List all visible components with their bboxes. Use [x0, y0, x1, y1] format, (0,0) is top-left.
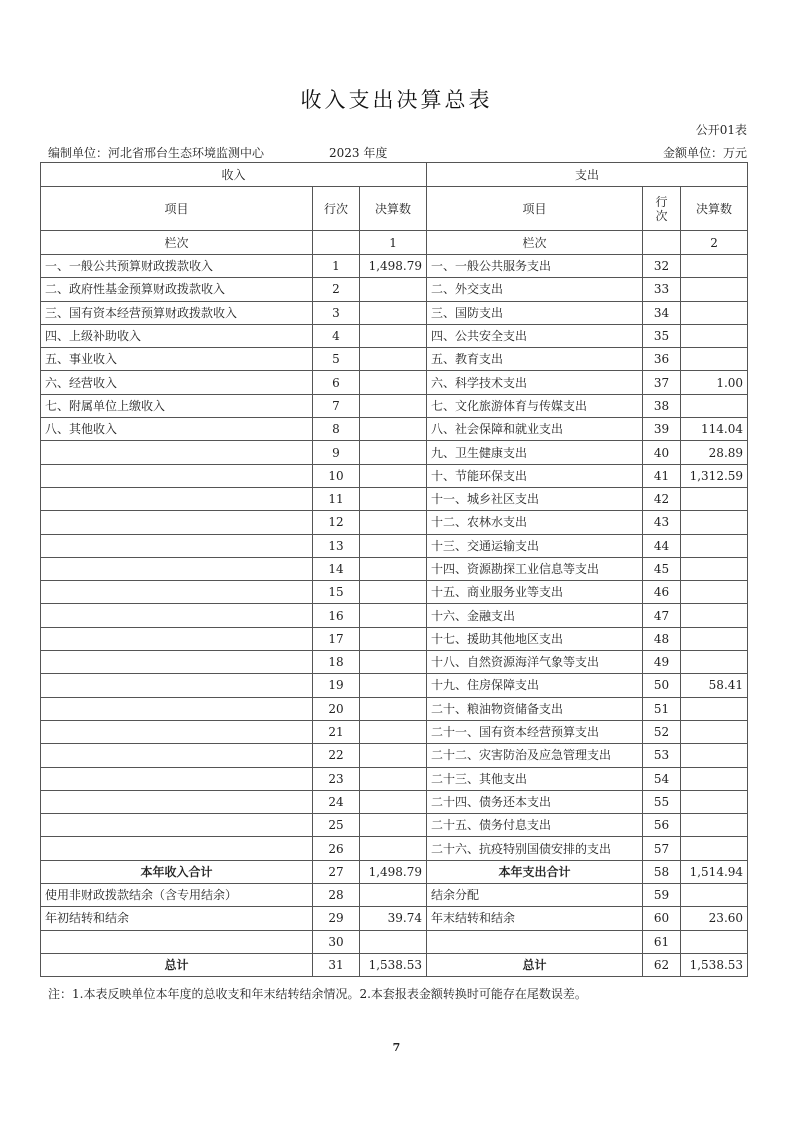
table-row — [41, 278, 748, 301]
income-amount — [360, 581, 427, 604]
income-item — [41, 720, 313, 743]
income-item — [41, 814, 313, 837]
expense-amount — [681, 511, 748, 534]
income-column-index: 1 — [360, 231, 427, 255]
expense-amount — [681, 697, 748, 720]
form-number: 公开01表 — [695, 123, 747, 137]
income-amount: 1,498.79 — [360, 255, 427, 278]
income-item: 三、国有资本经营预算财政拨款收入 — [41, 301, 313, 324]
expense-amount: 1,312.59 — [681, 464, 748, 487]
expense-item: 二十、粮油物资储备支出 — [427, 697, 643, 720]
expense-row-number: 55 — [643, 790, 681, 813]
expense-row-number: 54 — [643, 767, 681, 790]
income-amount — [360, 441, 427, 464]
expense-row-number: 56 — [643, 814, 681, 837]
table-row — [41, 371, 748, 394]
income-item — [41, 697, 313, 720]
income-row-number: 1 — [313, 255, 360, 278]
table-row — [41, 767, 748, 790]
table-row — [41, 581, 748, 604]
rowno-char-1: 行 — [655, 194, 668, 209]
expense-item: 十、节能环保支出 — [427, 464, 643, 487]
expense-amount — [681, 557, 748, 580]
expense-amount — [681, 394, 748, 417]
expense-row-number: 36 — [643, 348, 681, 371]
income-row-number: 16 — [313, 604, 360, 627]
expense-item: 九、卫生健康支出 — [427, 441, 643, 464]
expense-amount — [681, 324, 748, 347]
expense-amount — [681, 930, 748, 953]
expense-item-header: 项目 — [427, 187, 643, 231]
table-row — [41, 394, 748, 417]
income-item: 总计 — [41, 953, 313, 976]
income-row-number: 11 — [313, 487, 360, 510]
expense-row-number: 40 — [643, 441, 681, 464]
expense-row-number: 46 — [643, 581, 681, 604]
expense-amount — [681, 255, 748, 278]
expense-row-number: 37 — [643, 371, 681, 394]
income-item — [41, 930, 313, 953]
expense-column-empty — [643, 231, 681, 255]
table-row — [41, 674, 748, 697]
income-amount — [360, 697, 427, 720]
expense-row-number: 34 — [643, 301, 681, 324]
expense-row-number: 50 — [643, 674, 681, 697]
expense-amount — [681, 744, 748, 767]
income-amount-header: 决算数 — [360, 187, 427, 231]
income-item — [41, 767, 313, 790]
income-item — [41, 790, 313, 813]
expense-item: 十一、城乡社区支出 — [427, 487, 643, 510]
expense-row-number: 33 — [643, 278, 681, 301]
income-row-number: 6 — [313, 371, 360, 394]
expense-row-number: 45 — [643, 557, 681, 580]
meta-line — [48, 144, 747, 160]
income-item-header: 项目 — [41, 187, 313, 231]
expense-row-number: 49 — [643, 651, 681, 674]
income-item — [41, 464, 313, 487]
income-item: 四、上级补助收入 — [41, 324, 313, 347]
expense-item: 十七、援助其他地区支出 — [427, 627, 643, 650]
income-item — [41, 511, 313, 534]
income-amount — [360, 487, 427, 510]
page-title: 收入支出决算总表 — [300, 88, 493, 112]
expense-item: 五、教育支出 — [427, 348, 643, 371]
income-row-number: 9 — [313, 441, 360, 464]
table-row — [41, 744, 748, 767]
expense-rowno-header — [643, 187, 681, 231]
income-rowno-header: 行次 — [313, 187, 360, 231]
expense-amount — [681, 814, 748, 837]
income-row-number: 4 — [313, 324, 360, 347]
expense-amount — [681, 604, 748, 627]
expense-item: 十三、交通运输支出 — [427, 534, 643, 557]
income-item: 使用非财政拨款结余（含专用结余） — [41, 884, 313, 907]
expense-item: 二十五、债务付息支出 — [427, 814, 643, 837]
income-amount — [360, 744, 427, 767]
income-row-number: 20 — [313, 697, 360, 720]
expense-row-number: 52 — [643, 720, 681, 743]
income-amount: 1,538.53 — [360, 953, 427, 976]
income-row-number: 18 — [313, 651, 360, 674]
income-expense-table — [40, 162, 748, 977]
income-row-number: 13 — [313, 534, 360, 557]
income-item: 八、其他收入 — [41, 418, 313, 441]
expense-row-number: 53 — [643, 744, 681, 767]
income-row-number: 29 — [313, 907, 360, 930]
income-row-number: 19 — [313, 674, 360, 697]
footnote: 注：1.本表反映单位本年度的总收支和年末结转结余情况。2.本套报表金额转换时可能存在尾数误差。 — [48, 987, 587, 1001]
expense-amount: 1,538.53 — [681, 953, 748, 976]
table-row — [41, 627, 748, 650]
expense-amount — [681, 884, 748, 907]
amount-unit: 金额单位：万元 — [662, 146, 747, 160]
income-row-number: 14 — [313, 557, 360, 580]
expense-row-number: 43 — [643, 511, 681, 534]
expense-item: 二十四、债务还本支出 — [427, 790, 643, 813]
expense-amount — [681, 348, 748, 371]
income-section-header: 收入 — [41, 163, 427, 187]
expense-amount-header: 决算数 — [681, 187, 748, 231]
table-row — [41, 720, 748, 743]
income-item — [41, 627, 313, 650]
income-row-number: 3 — [313, 301, 360, 324]
expense-item: 年末结转和结余 — [427, 907, 643, 930]
income-amount — [360, 301, 427, 324]
expense-row-number: 39 — [643, 418, 681, 441]
expense-amount — [681, 790, 748, 813]
table-row — [41, 511, 748, 534]
expense-row-number: 47 — [643, 604, 681, 627]
income-item — [41, 604, 313, 627]
expense-amount — [681, 651, 748, 674]
expense-item: 十二、农林水支出 — [427, 511, 643, 534]
income-amount — [360, 884, 427, 907]
compiling-unit: 编制单位：河北省邢台生态环境监测中心 — [48, 146, 265, 160]
expense-item: 十六、金融支出 — [427, 604, 643, 627]
expense-amount — [681, 487, 748, 510]
income-row-number: 27 — [313, 860, 360, 883]
income-amount — [360, 651, 427, 674]
expense-row-number: 59 — [643, 884, 681, 907]
expense-amount — [681, 720, 748, 743]
expense-column-label: 栏次 — [427, 231, 643, 255]
income-row-number: 10 — [313, 464, 360, 487]
expense-amount — [681, 581, 748, 604]
income-amount — [360, 557, 427, 580]
income-amount — [360, 464, 427, 487]
expense-row-number: 51 — [643, 697, 681, 720]
income-amount — [360, 324, 427, 347]
expense-item: 三、国防支出 — [427, 301, 643, 324]
income-amount — [360, 534, 427, 557]
expense-item: 本年支出合计 — [427, 860, 643, 883]
income-amount — [360, 604, 427, 627]
table-row — [41, 441, 748, 464]
expense-item: 总计 — [427, 953, 643, 976]
expense-item — [427, 930, 643, 953]
column-index-row — [41, 231, 748, 255]
income-item: 一、一般公共预算财政拨款收入 — [41, 255, 313, 278]
expense-row-number: 44 — [643, 534, 681, 557]
income-item — [41, 744, 313, 767]
income-row-number: 30 — [313, 930, 360, 953]
expense-item: 七、文化旅游体育与传媒支出 — [427, 394, 643, 417]
table-row — [41, 790, 748, 813]
expense-item: 十九、住房保障支出 — [427, 674, 643, 697]
expense-item: 二十二、灾害防治及应急管理支出 — [427, 744, 643, 767]
expense-row-number: 41 — [643, 464, 681, 487]
income-row-number: 31 — [313, 953, 360, 976]
income-row-number: 7 — [313, 394, 360, 417]
income-amount: 39.74 — [360, 907, 427, 930]
expense-amount — [681, 837, 748, 860]
expense-row-number: 48 — [643, 627, 681, 650]
expense-item: 八、社会保障和就业支出 — [427, 418, 643, 441]
income-item: 七、附属单位上缴收入 — [41, 394, 313, 417]
income-row-number: 21 — [313, 720, 360, 743]
rowno-char-2: 次 — [655, 208, 668, 223]
table-row — [41, 348, 748, 371]
table-row — [41, 930, 748, 953]
expense-item: 十八、自然资源海洋气象等支出 — [427, 651, 643, 674]
expense-amount — [681, 767, 748, 790]
expense-row-number: 61 — [643, 930, 681, 953]
income-item — [41, 534, 313, 557]
income-item — [41, 651, 313, 674]
table-row — [41, 557, 748, 580]
income-item: 六、经营收入 — [41, 371, 313, 394]
table-row — [41, 324, 748, 347]
income-row-number: 17 — [313, 627, 360, 650]
income-amount: 1,498.79 — [360, 860, 427, 883]
income-item: 二、政府性基金预算财政拨款收入 — [41, 278, 313, 301]
income-item — [41, 487, 313, 510]
table-row — [41, 953, 748, 976]
expense-item: 二十六、抗疫特别国债安排的支出 — [427, 837, 643, 860]
expense-item: 十四、资源勘探工业信息等支出 — [427, 557, 643, 580]
table-row — [41, 860, 748, 883]
table-row — [41, 534, 748, 557]
expense-item: 十五、商业服务业等支出 — [427, 581, 643, 604]
income-amount — [360, 767, 427, 790]
table-row — [41, 814, 748, 837]
income-item — [41, 557, 313, 580]
table-row — [41, 464, 748, 487]
expense-item: 四、公共安全支出 — [427, 324, 643, 347]
expense-item: 二、外交支出 — [427, 278, 643, 301]
expense-column-index: 2 — [681, 231, 748, 255]
income-row-number: 12 — [313, 511, 360, 534]
income-item: 本年收入合计 — [41, 860, 313, 883]
expense-row-number: 62 — [643, 953, 681, 976]
income-row-number: 25 — [313, 814, 360, 837]
table-row — [41, 651, 748, 674]
expense-row-number: 38 — [643, 394, 681, 417]
expense-item: 六、科学技术支出 — [427, 371, 643, 394]
income-amount — [360, 837, 427, 860]
table-row — [41, 604, 748, 627]
income-item: 五、事业收入 — [41, 348, 313, 371]
income-amount — [360, 790, 427, 813]
income-amount — [360, 930, 427, 953]
income-row-number: 26 — [313, 837, 360, 860]
expense-row-number: 60 — [643, 907, 681, 930]
income-column-label: 栏次 — [41, 231, 313, 255]
income-item — [41, 441, 313, 464]
expense-row-number: 32 — [643, 255, 681, 278]
income-row-number: 28 — [313, 884, 360, 907]
page-number: 7 — [392, 1041, 401, 1054]
income-amount — [360, 371, 427, 394]
expense-item: 二十三、其他支出 — [427, 767, 643, 790]
expense-section-header: 支出 — [427, 163, 748, 187]
income-column-empty — [313, 231, 360, 255]
expense-row-number: 57 — [643, 837, 681, 860]
expense-row-number: 58 — [643, 860, 681, 883]
expense-item: 二十一、国有资本经营预算支出 — [427, 720, 643, 743]
expense-amount: 114.04 — [681, 418, 748, 441]
table-row — [41, 418, 748, 441]
income-amount — [360, 674, 427, 697]
income-amount — [360, 627, 427, 650]
income-item: 年初结转和结余 — [41, 907, 313, 930]
income-amount — [360, 278, 427, 301]
expense-amount: 58.41 — [681, 674, 748, 697]
table-row — [41, 255, 748, 278]
table-row — [41, 697, 748, 720]
expense-row-number: 42 — [643, 487, 681, 510]
table-row — [41, 907, 748, 930]
expense-amount — [681, 534, 748, 557]
expense-amount: 1,514.94 — [681, 860, 748, 883]
table-row — [41, 301, 748, 324]
expense-amount — [681, 627, 748, 650]
table-row — [41, 884, 748, 907]
table-row — [41, 837, 748, 860]
expense-amount — [681, 278, 748, 301]
income-row-number: 5 — [313, 348, 360, 371]
income-amount — [360, 511, 427, 534]
income-amount — [360, 418, 427, 441]
expense-amount: 1.00 — [681, 371, 748, 394]
income-amount — [360, 814, 427, 837]
expense-amount — [681, 301, 748, 324]
fiscal-year: 2023 年度 — [329, 146, 388, 160]
income-row-number: 8 — [313, 418, 360, 441]
income-row-number: 15 — [313, 581, 360, 604]
expense-item: 一、一般公共服务支出 — [427, 255, 643, 278]
income-item — [41, 581, 313, 604]
income-item — [41, 674, 313, 697]
expense-row-number: 35 — [643, 324, 681, 347]
income-amount — [360, 348, 427, 371]
income-row-number: 23 — [313, 767, 360, 790]
section-header-row — [41, 163, 748, 187]
expense-item: 结余分配 — [427, 884, 643, 907]
expense-amount: 28.89 — [681, 441, 748, 464]
income-amount — [360, 720, 427, 743]
expense-amount: 23.60 — [681, 907, 748, 930]
income-row-number: 22 — [313, 744, 360, 767]
table-row — [41, 487, 748, 510]
income-row-number: 24 — [313, 790, 360, 813]
income-amount — [360, 394, 427, 417]
income-item — [41, 837, 313, 860]
income-row-number: 2 — [313, 278, 360, 301]
column-header-row — [41, 187, 748, 231]
